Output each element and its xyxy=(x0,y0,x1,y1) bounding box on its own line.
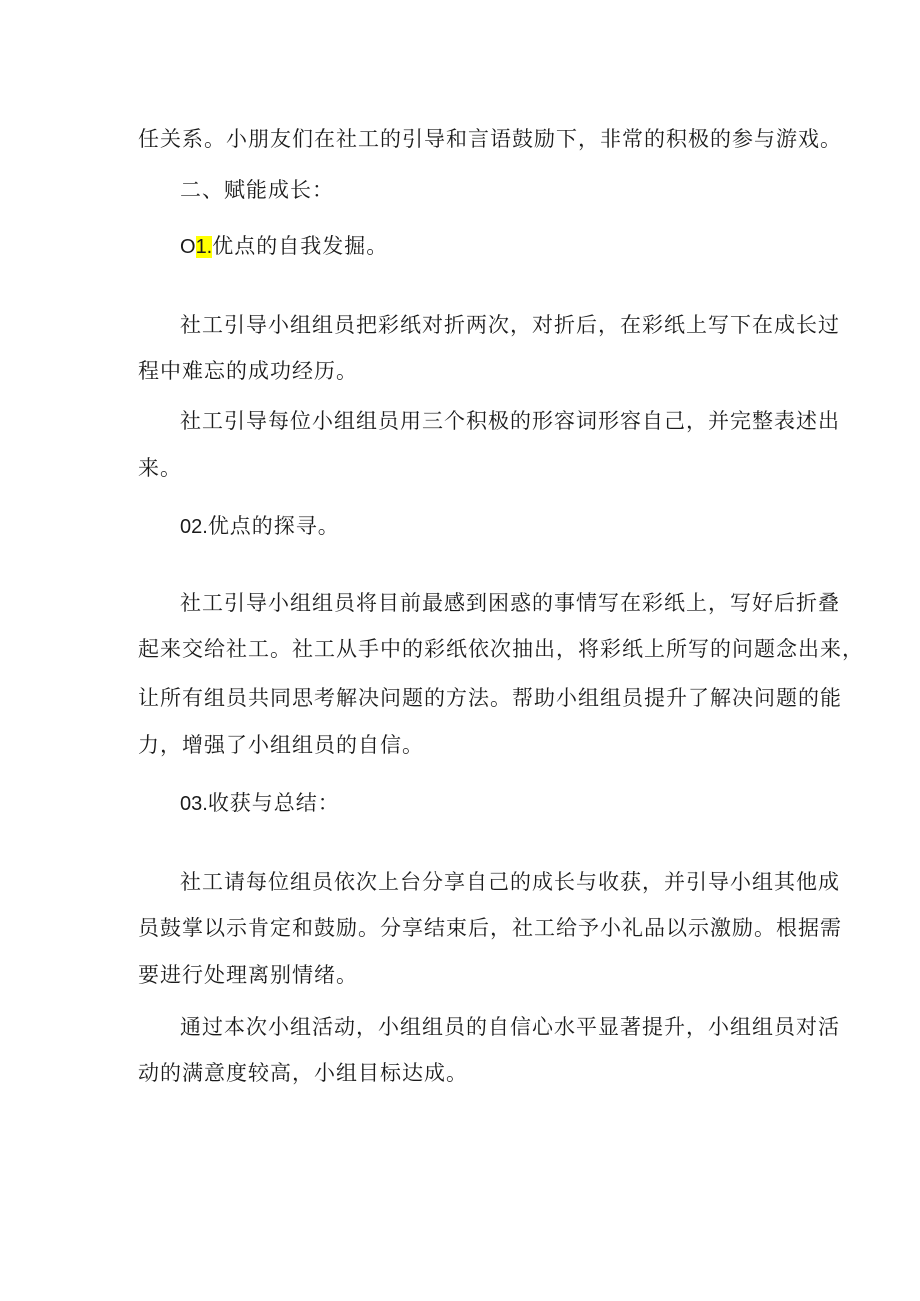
paragraph-line: 来。 xyxy=(138,456,182,480)
paragraph-line: 让所有组员共同思考解决问题的方法。帮助小组组员提升了解决问题的能 xyxy=(138,686,842,710)
paragraph-line: 程中难忘的成功经历。 xyxy=(138,359,358,383)
item-1-title: 优点的自我发掘。 xyxy=(212,234,389,258)
paragraph-line: 力，增强了小组组员的自信。 xyxy=(138,733,424,757)
paragraph-line: 社工引导小组组员将目前最感到困惑的事情写在彩纸上，写好后折叠 xyxy=(180,591,840,615)
item-3-title: 收获与总结： xyxy=(207,791,340,815)
item-1-number-highlight: 1. xyxy=(195,236,213,258)
item-2-title: 优点的探寻。 xyxy=(207,514,340,538)
item-2-number: 02. xyxy=(180,516,208,538)
paragraph-line: 社工引导小组组员把彩纸对折两次，对折后，在彩纸上写下在成长过 xyxy=(180,313,840,337)
paragraph-line: 社工引导每位小组组员用三个积极的形容词形容自己，并完整表述出 xyxy=(180,409,840,433)
paragraph-line: 社工请每位组员依次上台分享自己的成长与收获，并引导小组其他成 xyxy=(180,870,840,894)
item-2-heading xyxy=(180,511,340,542)
section-heading: 二、赋能成长： xyxy=(180,178,334,202)
item-3-heading xyxy=(180,788,340,819)
paragraph-line: 通过本次小组活动，小组组员的自信心水平显著提升，小组组员对活 xyxy=(180,1015,840,1039)
paragraph-line: 动的满意度较高，小组目标达成。 xyxy=(138,1061,468,1085)
paragraph-continuation-line: 任关系。小朋友们在社工的引导和言语鼓励下，非常的积极的参与游戏。 xyxy=(138,127,842,151)
paragraph-line: 员鼓掌以示肯定和鼓励。分享结束后，社工给予小礼品以示激励。根据需 xyxy=(138,916,842,940)
item-1-number-prefix: O xyxy=(180,236,196,258)
item-1-heading xyxy=(180,231,388,262)
paragraph-line: 要进行处理离别情绪。 xyxy=(138,963,358,987)
paragraph-line: 起来交给社工。社工从手中的彩纸依次抽出，将彩纸上所写的问题念出来， xyxy=(138,637,864,661)
item-3-number: 03. xyxy=(180,793,208,815)
